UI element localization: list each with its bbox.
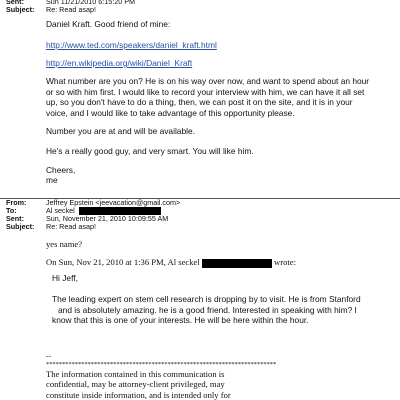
email2-subject-row (6, 223, 96, 231)
paragraph-line: or so with him first. I would like to record your interview with him, we can have it all set (46, 86, 365, 97)
email1-signoff: Cheers, (46, 165, 76, 175)
email1-subject-row (6, 6, 96, 14)
quote-prefix: On Sun, Nov 21, 2010 at 1:36 PM, Al seckel (46, 257, 200, 267)
sent-label: Sent: (6, 214, 24, 223)
email1-paragraph (46, 76, 369, 118)
wikipedia-link[interactable]: http://en.wikipedia.org/wiki/Daniel_Kraft (46, 58, 193, 68)
paragraph-line: up, so you don't have to do a thing, then, we can post it on the site, and it is in your (46, 97, 353, 108)
star-separator: ************************************************************************ (46, 361, 277, 368)
email1-signature: me (46, 175, 58, 185)
footer-line: confidential, may be attorney-client privileged, may (46, 379, 225, 390)
subject-label: Subject: (6, 222, 35, 231)
from-label: From: (6, 198, 27, 207)
from-value: Jeffrey Epstein <jeevacation@gmail.com> (46, 198, 181, 207)
signature-dashes: -- (46, 351, 51, 360)
email2-paragraph (52, 294, 361, 326)
redaction-bar (202, 259, 272, 268)
email2-reply: yes name? (46, 239, 83, 249)
email2-footer (46, 369, 231, 400)
email1-guy-line: He's a really good guy, and very smart. You will like him. (46, 146, 254, 156)
to-label: To: (6, 206, 17, 215)
to-value: Al seckel (46, 206, 75, 215)
paragraph-line: voice, and I would like to take advantage of this opportunity please. (46, 107, 295, 118)
paragraph-line: What number are you on? He is on his way over now, and want to spend about an hour (46, 76, 370, 86)
quote-suffix: wrote: (274, 257, 297, 267)
sent-value: Sun, November 21, 2010 10:09:55 AM (46, 214, 169, 223)
footer-line: constitute inside information, and is intended only for (46, 389, 231, 400)
email2-greeting: Hi Jeff, (52, 273, 78, 283)
ted-link[interactable]: http://www.ted.com/speakers/daniel_kraft.html (46, 40, 217, 50)
subject-label: Subject: (6, 5, 35, 14)
paragraph-line: know that this is one of your interests. He will be here within the hour. (52, 315, 309, 326)
email2-quote-header (46, 257, 296, 268)
subject-value: Re: Read asap! (46, 222, 96, 231)
email1-number-line: Number you are at and will be available. (46, 126, 195, 136)
sent-value: Sun 11/21/2010 6:15:20 PM (46, 0, 135, 6)
paragraph-line: The leading expert on stem cell research is dropping by to visit. He is from Stanford (52, 294, 361, 304)
email1-intro: Daniel Kraft. Good friend of mine: (46, 19, 171, 29)
footer-line: The information contained in this communication is (46, 369, 225, 379)
sent-label: Sent: (6, 0, 24, 6)
subject-value: Re: Read asap! (46, 5, 96, 14)
paragraph-line: and is absolutely amazing. he is a good friend. Interested in speaking with him? I (58, 304, 357, 315)
